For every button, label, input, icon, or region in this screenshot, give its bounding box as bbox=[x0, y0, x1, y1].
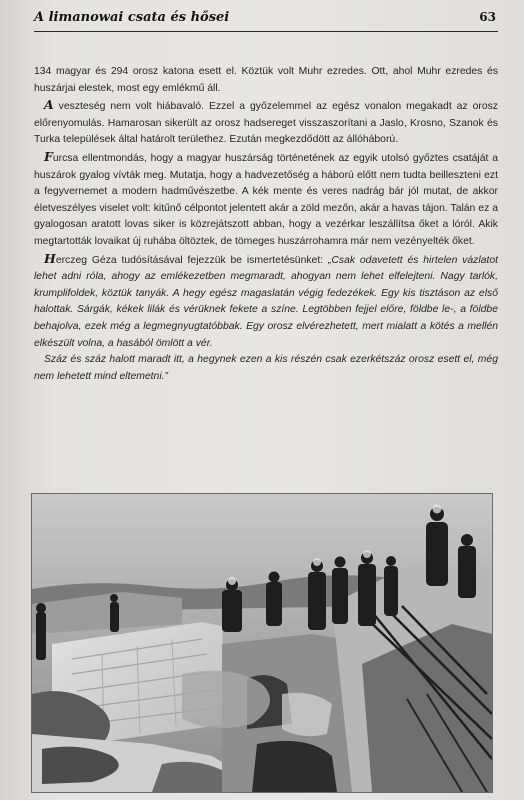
paragraph-text: urcsa ellentmondás, hogy a magyar huszárság történetének az egyik utolsó győztes csatáját a huszárok gyalog vívták meg. Mutatja, hogy a hadvezetőség a háború előtt nem tudta beilleszteni ezt a fegyvernemet a modern hadművészetbe. A kék mente és veres nadrág bár jól mutat, de akkor életveszélyes viselet volt: kitűnő célpontot jelentett akár a zöld mezőn, akár a havas tájon. Talán ez a gyalogosan aratott lovas siker is közrejátszott abban, hogy a vezérkar leszállítsa őket a lóról. Akik megtartották lovaikat új ruhába öltöztek, de tömeges huszárrohamra már nem vezényelték őket. bbox=[34, 152, 498, 247]
paragraph-4 bbox=[34, 251, 498, 353]
paragraph-initial: A bbox=[44, 97, 54, 113]
paragraph-text: 134 magyar és 294 orosz katona esett el. Köztük volt Muhr ezredes. Ott, ahol Muhr ezredes és huszárjai elestek, most egy emlékmű áll. bbox=[34, 66, 498, 94]
quotation: Száz és száz halott maradt itt, a hegynek ezen a kis részén csak ezerkétszáz orosz esett el, még nem lehetett mind eltemetni.” bbox=[34, 354, 498, 382]
quotation: „Csak odavetett és hirtelen vázlatot lehet adni róla, ahogy az emlékezetben megmaradt, ahogyan nem lehet elfelejteni. Nagy tarlók, krumplifoldek, köztük tanyák. A hegy egész magaslatán végig fedezékek. Egy kis tisztáson az első halottak. Sárgák, kékek lilák és vérüknek fekete a színe. Legtöbben fejjel előre, földbe le-, a földbe behajolva, ezek még a legmegnyugtatóbbak. Egy orosz elvérezhetett, mert mialatt a kötés a mellén elkészült volna, a hasából ömlött a vér. bbox=[34, 254, 498, 349]
winter-trench-photo bbox=[31, 493, 493, 793]
header-rule bbox=[34, 31, 498, 32]
paragraph-initial: F bbox=[44, 148, 53, 164]
running-header bbox=[34, 10, 496, 30]
paragraph-2 bbox=[34, 97, 498, 149]
winter-trench-soldiers-photo-icon bbox=[32, 494, 492, 792]
body-text bbox=[34, 64, 498, 385]
paragraph-text: erczeg Géza tudósításával fejezzük be ismertetésünket: bbox=[55, 254, 328, 266]
running-title: A limanowai csata és hősei bbox=[34, 10, 230, 25]
paragraph-5 bbox=[34, 352, 498, 385]
paragraph-1 bbox=[34, 64, 498, 97]
paragraph-initial: H bbox=[44, 250, 56, 266]
paragraph-3 bbox=[34, 149, 498, 251]
page-number: 63 bbox=[479, 10, 496, 24]
paragraph-text: veszteség nem volt hiábavaló. Ezzel a győzelemmel az egész vonalon megakadt az orosz előrenyomulás. Hamarosan sikerült az orosz hadsereget visszaszorítani a Jaslo, Krosno, Szanok és Turka települések által határolt területhez. Ezután megkezdődött az állóháború. bbox=[34, 101, 498, 146]
